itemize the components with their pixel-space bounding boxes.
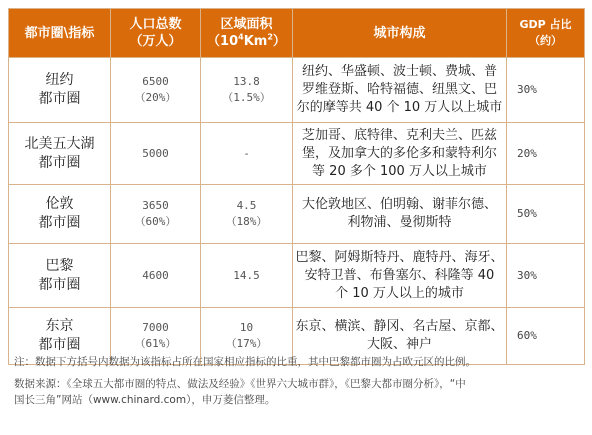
cities-line: 大阪、神户 [366,337,432,352]
cities-line: 罗维登斯、哈特福德、纽黑文、巴 [301,82,497,97]
table-notes [14,354,584,414]
area-value: 4.5 [236,199,257,212]
area-share: （18%） [225,215,268,228]
gdp-share-value: 60% [517,329,537,342]
data-source-line: 数据来源：《全球五大都市圈的特点、做法及经验》《世界六大城市群》，《巴黎大都市圈分析》，“中 [14,378,466,390]
area-share: （1.5%） [222,91,271,104]
gdp-share-cell [507,123,585,185]
region-name: 巴黎 [45,257,74,274]
header-area-unit-exp2: 2 [267,32,273,42]
area-cell [201,123,293,185]
area-value: 14.5 [233,268,260,282]
area-cell [201,58,293,123]
population-value: 6500 [142,75,169,88]
header-area-unit-close: ） [272,34,286,49]
region-suffix: 都市圈 [38,154,81,171]
population-value: 3650 [142,199,169,212]
population-cell [111,185,201,244]
population-share: （20%） [134,91,177,104]
region-name: 北美五大湖 [24,135,95,152]
header-metro-indicator [9,9,111,58]
cities-line: 尔的摩等共 40 个 10 万人以上城市 [296,100,503,115]
area-value: 13.8 [233,75,260,88]
header-gdp-share-approx: （约） [529,34,562,47]
population-cell [111,123,201,185]
cities-line: 安特卫普、布鲁塞尔、科隆等 40 [304,267,495,283]
area-value: 10 [239,321,254,334]
region-name: 东京 [45,318,74,334]
header-row [9,9,585,58]
region-suffix: 都市圈 [38,276,81,293]
header-gdp-share [507,9,585,58]
region-cell [9,185,111,244]
cities-line: 芝加哥、底特律、克利夫兰、匹兹 [301,127,497,143]
gdp-share-cell [507,58,585,123]
gdp-share-value: 20% [517,146,537,160]
header-gdp-share-title: GDP 占比 [519,18,572,31]
header-metro-indicator-text: 都市圈\指标 [24,25,95,41]
gdp-share-value: 30% [517,83,537,96]
table-body [9,58,585,365]
area-value: - [243,146,250,160]
table-header [9,9,585,58]
region-name: 伦敦 [45,196,74,212]
table-row [9,58,585,123]
header-population [111,9,201,58]
population-value: 4600 [142,268,169,282]
area-cell [201,185,293,244]
region-cell [9,58,111,123]
cities-cell [293,123,507,185]
region-cell [9,244,111,308]
population-share: （61%） [134,337,177,350]
cities-cell [293,58,507,123]
gdp-share-value: 30% [517,268,537,282]
cities-line: 东京、横滨、静冈、名古屋、京都、 [295,319,504,334]
cities-cell [293,244,507,308]
header-population-unit: （万人） [129,34,182,49]
area-cell [201,244,293,308]
gdp-share-cell [507,244,585,308]
population-cell [111,244,201,308]
cities-line: 堡，及加拿大的多伦多和蒙特利尔 [301,145,497,161]
population-share: （60%） [134,215,177,228]
region-name: 纽约 [45,72,74,88]
footnote: 注：数据下方括号内数据为该指标占所在国家相应指标的比重，其中巴黎都市圈为占欧元区的比例。 [14,356,476,368]
header-area-unit-exp1: 4 [238,32,244,42]
population-value: 5000 [142,146,169,160]
region-suffix: 都市圈 [38,91,81,107]
data-source-line: 国长三角”网站（www.chinard.com），申万菱信整理。 [14,394,276,406]
cities-line: 利物浦、曼彻斯特 [347,215,452,230]
region-cell [9,123,111,185]
data-source [14,376,584,408]
header-city-composition [293,9,507,58]
header-population-title: 人口总数 [129,17,182,32]
area-share: （17%） [225,337,268,350]
region-suffix: 都市圈 [38,215,81,231]
population-cell [111,58,201,123]
cities-line: 等 20 多个 100 万人以上城市 [312,163,487,179]
gdp-share-value: 50% [517,207,537,220]
cities-line: 个 10 万人以上的城市 [335,285,464,301]
header-city-composition-text: 城市构成 [373,25,426,41]
cities-line: 大伦敦地区、伯明翰、谢菲尔德、 [301,197,497,212]
header-area [201,9,293,58]
cities-line: 巴黎、阿姆斯特丹、鹿特丹、海牙、 [295,249,504,265]
header-area-unit-open: （10 [207,34,239,49]
table-row [9,244,585,308]
cities-cell [293,185,507,244]
population-value: 7000 [142,321,169,334]
header-area-unit-km: Km [243,34,268,49]
cities-line: 纽约、华盛顿、波士顿、费城、普 [301,64,497,79]
table-row [9,185,585,244]
table-row [9,123,585,185]
region-suffix: 都市圈 [38,337,81,353]
metro-comparison-table [8,8,585,365]
header-area-title: 区域面积 [220,17,273,32]
gdp-share-cell [507,185,585,244]
